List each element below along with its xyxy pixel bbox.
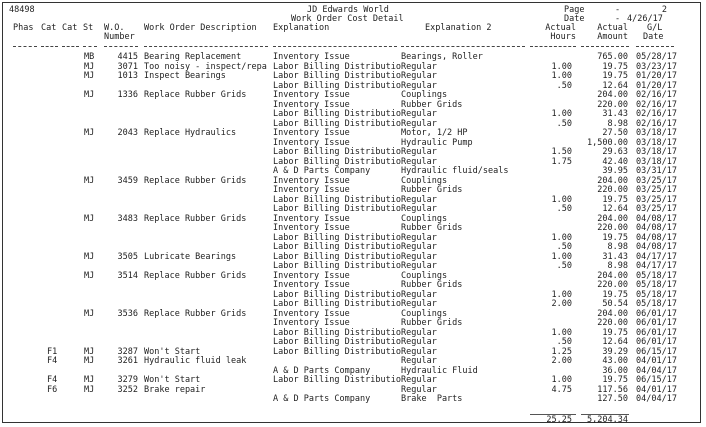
row-explanation: Labor Billing Distributio [273, 80, 401, 91]
row-actual-amount: 19.75 [602, 289, 628, 300]
row-gl-date: 04/04/17 [636, 365, 677, 376]
table-row [3, 157, 702, 167]
page-number: 2 [661, 5, 667, 15]
row-actual-amount: 117.56 [597, 384, 628, 395]
row-actual-amount: 204.00 [597, 213, 628, 224]
row-actual-amount: 12.64 [602, 204, 628, 214]
row-gl-date: 05/18/17 [636, 299, 677, 309]
row-explanation: Labor Billing Distributio [273, 71, 401, 81]
row-explanation-2: Regular [401, 337, 437, 347]
row-explanation-2: Regular [401, 289, 437, 300]
row-actual-amount: 39.29 [602, 346, 628, 357]
row-explanation-2: Couplings [401, 213, 448, 224]
row-actual-amount: 220.00 [597, 223, 628, 233]
row-explanation-2: Rubber Grids [401, 280, 463, 290]
row-explanation-2: Regular [401, 147, 437, 157]
table-row [3, 128, 702, 138]
row-actual-amount: 127.50 [597, 394, 628, 404]
row-description: Replace Rubber Grids [144, 90, 247, 100]
row-actual-amount: 19.75 [602, 327, 628, 338]
row-actual-amount: 43.00 [602, 356, 628, 366]
table-row [3, 356, 702, 366]
row-gl-date: 03/25/17 [636, 194, 677, 205]
header-gl: G/L [647, 23, 663, 33]
row-gl-date: 02/16/17 [636, 109, 677, 119]
row-actual-amount: 8.98 [607, 242, 628, 252]
row-wo-number: 3279 [117, 375, 138, 385]
row-category-1: F6 [47, 384, 58, 395]
row-status: MJ [84, 175, 95, 186]
table-row [3, 81, 702, 91]
row-explanation-2: Regular [401, 61, 437, 72]
row-gl-date: 03/18/17 [636, 137, 677, 148]
row-explanation-2: Regular [401, 356, 437, 366]
row-category-1: F4 [47, 375, 58, 385]
row-explanation: A & D Parts Company [273, 166, 371, 176]
row-actual-amount: 204.00 [597, 270, 628, 281]
row-description: Lubricate Bearings [144, 251, 237, 262]
row-explanation-2: Regular [401, 80, 437, 91]
row-explanation-2: Regular [401, 118, 437, 129]
report-page [2, 2, 701, 423]
row-explanation-2: Regular [401, 156, 437, 167]
row-actual-amount: 29.63 [602, 147, 628, 157]
row-explanation-2: Regular [401, 242, 437, 252]
table-row [3, 119, 702, 129]
header-actual-hours: Actual [545, 23, 576, 33]
row-status: MB [84, 52, 95, 62]
row-actual-amount: 50.54 [602, 299, 628, 309]
row-description: Won't Start [144, 346, 201, 357]
row-actual-amount: 31.43 [602, 109, 628, 119]
table-row [3, 318, 702, 328]
row-status: MJ [84, 346, 95, 357]
row-gl-date: 03/31/17 [636, 166, 677, 176]
row-explanation: Inventory Issue [273, 308, 350, 319]
row-explanation: Labor Billing Distributio [273, 156, 401, 167]
row-gl-date: 01/20/17 [636, 71, 677, 81]
row-explanation-2: Regular [401, 327, 437, 338]
row-actual-amount: 19.75 [602, 71, 628, 81]
row-description: Won't Start [144, 375, 201, 385]
row-explanation-2: Rubber Grids [401, 318, 463, 328]
row-wo-number: 3252 [117, 384, 138, 395]
row-status: MJ [84, 71, 95, 81]
row-wo-number: 1336 [117, 90, 138, 100]
row-gl-date: 05/28/17 [636, 52, 677, 62]
row-actual-amount: 1,500.00 [587, 137, 628, 148]
row-gl-date: 06/01/17 [636, 318, 677, 328]
row-actual-amount: 204.00 [597, 90, 628, 100]
table-row [3, 176, 702, 186]
row-gl-date: 02/16/17 [636, 118, 677, 129]
row-gl-date: 04/08/17 [636, 213, 677, 224]
row-explanation: Labor Billing Distributio [273, 327, 401, 338]
row-description: Brake repair [144, 384, 206, 395]
row-gl-date: 01/20/17 [636, 80, 677, 91]
row-explanation: Labor Billing Distributio [273, 147, 401, 157]
row-category-1: F4 [47, 356, 58, 366]
header-explanation: Explanation [273, 23, 330, 33]
row-actual-amount: 220.00 [597, 280, 628, 290]
row-actual-hours: 1.00 [551, 194, 572, 205]
row-gl-date: 03/25/17 [636, 185, 677, 195]
row-actual-hours: .50 [556, 204, 572, 214]
row-description: Bearing Replacement [144, 52, 242, 62]
row-actual-amount: 204.00 [597, 308, 628, 319]
row-gl-date: 03/18/17 [636, 156, 677, 167]
row-explanation: Inventory Issue [273, 280, 350, 290]
row-actual-hours: 1.00 [551, 71, 572, 81]
row-gl-date: 05/18/17 [636, 270, 677, 281]
total-hours: 25.25 [546, 415, 572, 425]
row-actual-amount: 31.43 [602, 251, 628, 262]
table-row [3, 347, 702, 357]
table-row [3, 385, 702, 395]
row-actual-hours: 2.00 [551, 299, 572, 309]
row-explanation: Inventory Issue [273, 185, 350, 195]
row-gl-date: 04/01/17 [636, 356, 677, 366]
table-row [3, 242, 702, 252]
row-explanation: Labor Billing Distributio [273, 251, 401, 262]
row-explanation-2: Regular [401, 71, 437, 81]
row-actual-hours: .50 [556, 337, 572, 347]
row-actual-amount: 12.64 [602, 80, 628, 91]
row-explanation-2: Rubber Grids [401, 185, 463, 195]
table-row [3, 328, 702, 338]
row-status: MJ [84, 270, 95, 281]
table-row [3, 223, 702, 233]
row-explanation: Labor Billing Distributio [273, 346, 401, 357]
table-row [3, 290, 702, 300]
table-row [3, 109, 702, 119]
row-gl-date: 03/25/17 [636, 175, 677, 186]
row-gl-date: 05/18/17 [636, 280, 677, 290]
row-explanation-2: Regular [401, 384, 437, 395]
row-explanation: Labor Billing Distributio [273, 289, 401, 300]
row-actual-amount: 19.75 [602, 375, 628, 385]
row-actual-amount: 27.50 [602, 128, 628, 138]
row-actual-amount: 8.98 [607, 261, 628, 271]
row-actual-hours: 4.75 [551, 384, 572, 395]
row-gl-date: 06/15/17 [636, 375, 677, 385]
row-actual-amount: 42.40 [602, 156, 628, 167]
row-status: MJ [84, 213, 95, 224]
row-description: Replace Hydraulics [144, 128, 237, 138]
row-explanation: Inventory Issue [273, 318, 350, 328]
table-row [3, 309, 702, 319]
row-explanation: Labor Billing Distributio [273, 375, 401, 385]
row-wo-number: 3459 [117, 175, 138, 186]
report-title: Work Order Cost Detail [291, 14, 404, 24]
row-actual-amount: 19.75 [602, 194, 628, 205]
row-explanation: Labor Billing Distributio [273, 109, 401, 119]
row-explanation: Labor Billing Distributio [273, 118, 401, 129]
row-explanation: Labor Billing Distributio [273, 61, 401, 72]
table-row [3, 185, 702, 195]
row-status: MJ [84, 251, 95, 262]
row-explanation-2: Regular [401, 204, 437, 214]
row-explanation-2: Regular [401, 109, 437, 119]
header-gl-date: Date [643, 32, 664, 42]
header-status: St [83, 23, 94, 33]
row-explanation: Labor Billing Distributio [273, 299, 401, 309]
row-explanation: Inventory Issue [273, 175, 350, 186]
row-explanation: Inventory Issue [273, 52, 350, 62]
row-status: MJ [84, 384, 95, 395]
row-explanation-2: Regular [401, 346, 437, 357]
row-description: Too noisy - inspect/repa [144, 61, 267, 72]
row-explanation: Labor Billing Distributio [273, 232, 401, 243]
row-gl-date: 05/18/17 [636, 289, 677, 300]
row-actual-amount: 12.64 [602, 337, 628, 347]
row-gl-date: 06/01/17 [636, 337, 677, 347]
table-row [3, 394, 702, 404]
row-actual-hours: 1.00 [551, 61, 572, 72]
header-actual-hours-2: Hours [550, 32, 576, 42]
row-actual-hours: 2.00 [551, 356, 572, 366]
header-wo-number: W.O. [104, 23, 125, 33]
row-actual-hours: .50 [556, 80, 572, 91]
row-explanation-2: Regular [401, 194, 437, 205]
row-actual-amount: 19.75 [602, 61, 628, 72]
row-explanation: Inventory Issue [273, 128, 350, 138]
row-actual-hours: 1.00 [551, 327, 572, 338]
table-row [3, 261, 702, 271]
row-gl-date: 04/08/17 [636, 242, 677, 252]
header-actual-amount-2: Amount [597, 32, 628, 42]
row-explanation-2: Hydraulic Pump [401, 137, 473, 148]
row-actual-hours: 1.75 [551, 156, 572, 167]
row-explanation: Labor Billing Distributio [273, 337, 401, 347]
row-status: MJ [84, 128, 95, 138]
row-actual-hours: 1.00 [551, 251, 572, 262]
row-actual-amount: 765.00 [597, 52, 628, 62]
row-wo-number: 3483 [117, 213, 138, 224]
row-explanation-2: Brake Parts [401, 394, 463, 404]
row-gl-date: 04/08/17 [636, 232, 677, 243]
row-actual-amount: 39.95 [602, 166, 628, 176]
header-wo-description: Work Order Description [144, 23, 257, 33]
row-status: MJ [84, 61, 95, 72]
table-row [3, 52, 702, 62]
row-explanation-2: Couplings [401, 270, 448, 281]
row-status: MJ [84, 308, 95, 319]
row-explanation-2: Bearings, Roller [401, 52, 483, 62]
row-wo-number: 3505 [117, 251, 138, 262]
row-gl-date: 04/17/17 [636, 251, 677, 262]
row-actual-hours: .50 [556, 242, 572, 252]
header-category-2: Cat [62, 23, 78, 33]
row-actual-hours: 1.00 [551, 232, 572, 243]
row-explanation-2: Couplings [401, 308, 448, 319]
row-actual-hours: 1.25 [551, 346, 572, 357]
row-wo-number: 3536 [117, 308, 138, 319]
company-name: JD Edwards World [307, 5, 389, 15]
row-gl-date: 06/15/17 [636, 346, 677, 357]
table-row [3, 299, 702, 309]
header-actual-amount: Actual [597, 23, 628, 33]
report-date: 4/26/17 [627, 14, 663, 24]
row-actual-amount: 220.00 [597, 318, 628, 328]
row-gl-date: 03/18/17 [636, 128, 677, 138]
row-actual-amount: 36.00 [602, 365, 628, 376]
row-status: MJ [84, 356, 95, 366]
row-actual-amount: 220.00 [597, 99, 628, 110]
row-explanation: Inventory Issue [273, 90, 350, 100]
row-gl-date: 02/16/17 [636, 90, 677, 100]
row-explanation: Inventory Issue [273, 213, 350, 224]
row-explanation-2: Motor, 1/2 HP [401, 128, 468, 138]
total-amount: 5,204.34 [587, 415, 628, 425]
table-row [3, 233, 702, 243]
table-row [3, 166, 702, 176]
table-row [3, 62, 702, 72]
row-explanation: A & D Parts Company [273, 365, 371, 376]
page-label: Page [564, 5, 585, 15]
row-explanation-2: Couplings [401, 90, 448, 100]
page-separator: - [615, 5, 621, 15]
table-row [3, 147, 702, 157]
row-actual-hours: .50 [556, 261, 572, 271]
row-gl-date: 04/01/17 [636, 384, 677, 395]
row-explanation-2: Regular [401, 375, 437, 385]
row-actual-hours: 1.50 [551, 147, 572, 157]
table-row [3, 100, 702, 110]
row-wo-number: 2043 [117, 128, 138, 138]
date-label: Date [564, 14, 585, 24]
row-description: Inspect Bearings [144, 71, 226, 81]
table-row [3, 252, 702, 262]
row-wo-number: 3514 [117, 270, 138, 281]
row-explanation-2: Regular [401, 261, 437, 271]
row-description: Replace Rubber Grids [144, 270, 247, 281]
row-actual-amount: 204.00 [597, 175, 628, 186]
table-row [3, 214, 702, 224]
table-row [3, 90, 702, 100]
header-explanation-2: Explanation 2 [425, 23, 492, 33]
table-row [3, 280, 702, 290]
table-row [3, 337, 702, 347]
row-actual-amount: 8.98 [607, 118, 628, 129]
table-row [3, 71, 702, 81]
row-explanation: Inventory Issue [273, 270, 350, 281]
row-gl-date: 04/17/17 [636, 261, 677, 271]
row-actual-hours: 1.00 [551, 109, 572, 119]
table-row [3, 366, 702, 376]
row-explanation-2: Regular [401, 299, 437, 309]
row-wo-number: 4415 [117, 52, 138, 62]
row-actual-hours: 1.00 [551, 375, 572, 385]
row-gl-date: 04/04/17 [636, 394, 677, 404]
row-explanation-2: Regular [401, 232, 437, 243]
row-category-1: F1 [47, 346, 58, 357]
row-wo-number: 3071 [117, 61, 138, 72]
row-status: MJ [84, 90, 95, 100]
row-explanation: Inventory Issue [273, 137, 350, 148]
row-gl-date: 06/01/17 [636, 308, 677, 319]
row-gl-date: 03/23/17 [636, 61, 677, 72]
row-explanation: Labor Billing Distributio [273, 194, 401, 205]
row-explanation-2: Hydraulic Fluid [401, 365, 478, 376]
header-phase: Phas [13, 23, 34, 33]
row-explanation-2: Couplings [401, 175, 448, 186]
row-gl-date: 04/08/17 [636, 223, 677, 233]
table-row [3, 195, 702, 205]
row-description: Replace Rubber Grids [144, 213, 247, 224]
row-explanation: A & D Parts Company [273, 394, 371, 404]
row-description: Hydraulic fluid leak [144, 356, 247, 366]
row-actual-amount: 220.00 [597, 185, 628, 195]
row-gl-date: 03/18/17 [636, 147, 677, 157]
row-gl-date: 06/01/17 [636, 327, 677, 338]
row-explanation: Labor Billing Distributio [273, 261, 401, 271]
date-separator: - [615, 14, 621, 24]
row-actual-hours: 1.00 [551, 289, 572, 300]
header-category-1: Cat [41, 23, 57, 33]
table-row [3, 138, 702, 148]
row-description: Replace Rubber Grids [144, 175, 247, 186]
row-explanation-2: Hydraulic fluid/seals [401, 166, 509, 176]
row-explanation-2: Rubber Grids [401, 99, 463, 110]
row-actual-amount: 19.75 [602, 232, 628, 243]
row-gl-date: 03/25/17 [636, 204, 677, 214]
row-wo-number: 1013 [117, 71, 138, 81]
row-explanation: Inventory Issue [273, 99, 350, 110]
row-explanation-2: Regular [401, 251, 437, 262]
row-actual-hours: .50 [556, 118, 572, 129]
row-gl-date: 02/16/17 [636, 99, 677, 110]
row-wo-number: 3287 [117, 346, 138, 357]
row-status: MJ [84, 375, 95, 385]
row-explanation: Inventory Issue [273, 223, 350, 233]
table-row [3, 271, 702, 281]
row-description: Replace Rubber Grids [144, 308, 247, 319]
table-row [3, 375, 702, 385]
report-id: 48498 [9, 5, 35, 15]
row-explanation: Labor Billing Distributio [273, 204, 401, 214]
header-wo-number-2: Number [104, 32, 135, 42]
table-row [3, 204, 702, 214]
row-explanation-2: Rubber Grids [401, 223, 463, 233]
row-explanation: Labor Billing Distributio [273, 242, 401, 252]
row-wo-number: 3261 [117, 356, 138, 366]
